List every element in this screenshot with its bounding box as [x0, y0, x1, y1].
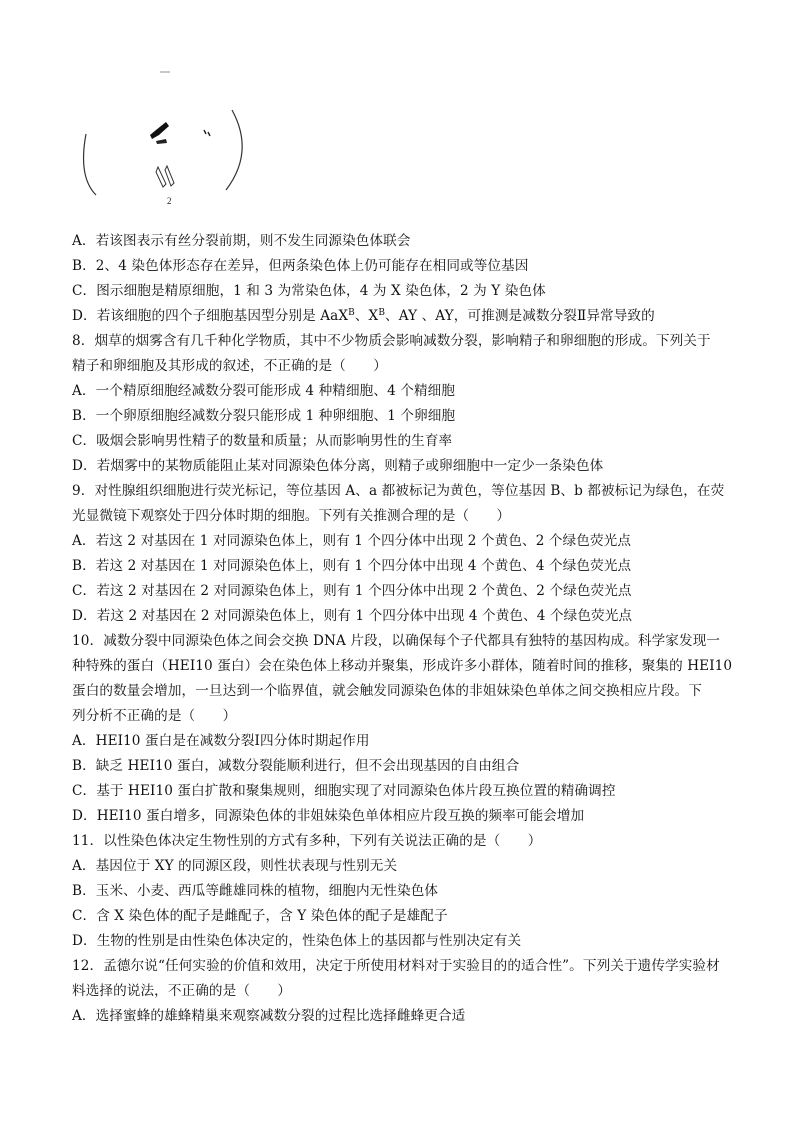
cell-outline-right	[226, 110, 242, 190]
text-line: C．含 X 染色体的配子是雌配子，含 Y 染色体的配子是雄配子	[72, 908, 448, 924]
text-line: D．若烟雾中的某物质能阻止某对同源染色体分离，则精子或卵细胞中一定少一条染色体	[72, 458, 604, 474]
chromosome-dark	[150, 122, 169, 139]
text-line: 9．对性腺组织细胞进行荧光标记，等位基因 A、a 都被标记为黄色，等位基因 B、b 都被标记为绿色，在荧	[72, 483, 725, 499]
text-line: 光显微镜下观察处于四分体时期的细胞。下列有关推测合理的是（ ）	[72, 508, 511, 524]
text-line: A．若该图表示有丝分裂前期，则不发生同源染色体联会	[72, 233, 411, 249]
text-line: A．选择蜜蜂的雄蜂精巢来观察减数分裂的过程比选择雌蜂更合适	[72, 1008, 466, 1024]
chromosome-figure	[70, 62, 250, 212]
text-line: B．玉米、小麦、西瓜等雌雄同株的植物，细胞内无性染色体	[72, 883, 439, 899]
question-text	[72, 229, 732, 1029]
text-line: D．若该细胞的四个子细胞基因型分别是 AaX$^B$、$X^B$、AY 、AY，可推测是减数分裂Ⅱ异常导致的	[72, 308, 655, 324]
text-line: B．若这 2 对基因在 1 对同源染色体上，则有 1 个四分体中出现 4 个黄色、4 个绿色荧光点	[72, 558, 632, 574]
text-line: 12．孟德尔说“任何实验的价值和效用，决定于所使用材料对于实验目的的适合性”。下列关于遗传学实验材	[72, 958, 720, 974]
text-line: 10．减数分裂中同源染色体之间会交换 DNA 片段，以确保每个子代都具有独特的基因构成。科学家发现一	[72, 633, 721, 649]
text-line: 列分析不正确的是（ ）	[72, 708, 237, 724]
chromosome-hollow-right	[165, 166, 174, 186]
text-line: D．生物的性别是由性染色体决定的，性染色体上的基因都与性别决定有关	[72, 933, 522, 949]
text-line: 蛋白的数量会增加，一旦达到一个临界值，就会触发同源染色体的非姐妹染色单体之间交换相应片段。下	[72, 683, 702, 699]
chromosome-figure-svg	[70, 62, 250, 212]
chromosome-label: 2	[167, 196, 172, 206]
text-line: 8．烟草的烟雾含有几千种化学物质，其中不少物质会影响减数分裂，影响精子和卵细胞的形成。下列关于	[72, 333, 711, 349]
text-line: C．若这 2 对基因在 2 对同源染色体上，则有 1 个四分体中出现 2 个黄色、2 个绿色荧光点	[72, 583, 632, 599]
text-line: A．基因位于 XY 的同源区段，则性状表现与性别无关	[72, 858, 398, 874]
text-line: A．HEI10 蛋白是在减数分裂Ⅰ四分体时期起作用	[72, 733, 370, 749]
chromosome-small-right	[204, 130, 210, 136]
text-line: A．一个精原细胞经减数分裂可能形成 4 种精细胞、4 个精细胞	[72, 383, 456, 399]
text-line: B．2、4 染色体形态存在差异，但两条染色体上仍可能存在相同或等位基因	[72, 258, 529, 274]
text-line: C．基于 HEI10 蛋白扩散和聚集规则，细胞实现了对同源染色体片段互换位置的精确调控	[72, 783, 616, 799]
text-line: D．HEI10 蛋白增多，同源染色体的非姐妹染色单体相应片段互换的频率可能会增加	[72, 808, 585, 824]
cell-outline-left	[84, 134, 96, 195]
text-line: 11．以性染色体决定生物性别的方式有多种，下列有关说法正确的是（ ）	[72, 833, 542, 849]
text-line: B．缺乏 HEI10 蛋白，减数分裂能顺利进行，但不会出现基因的自由组合	[72, 758, 520, 774]
text-line: B．一个卵原细胞经减数分裂只能形成 1 种卵细胞、1 个卵细胞	[72, 408, 456, 424]
text-line: A．若这 2 对基因在 1 对同源染色体上，则有 1 个四分体中出现 2 个黄色、2 个绿色荧光点	[72, 533, 632, 549]
text-line: C．吸烟会影响男性精子的数量和质量；从而影响男性的生育率	[72, 433, 453, 449]
text-line: D．若这 2 对基因在 2 对同源染色体上，则有 1 个四分体中出现 4 个黄色、4 个绿色荧光点	[72, 608, 633, 624]
chromosome-dark-small	[156, 139, 167, 144]
text-line: C．图示细胞是精原细胞，1 和 3 为常染色体，4 为 X 染色体，2 为 Y 染色体	[72, 283, 546, 299]
text-line: 精子和卵细胞及其形成的叙述，不正确的是（ ）	[72, 358, 387, 374]
text-line: 料选择的说法，不正确的是（ ）	[72, 983, 292, 999]
text-line: 种特殊的蛋白（HEI10 蛋白）会在染色体上移动并聚集，形成许多小群体，随着时间的推移，聚集的 HEI10	[72, 658, 733, 674]
